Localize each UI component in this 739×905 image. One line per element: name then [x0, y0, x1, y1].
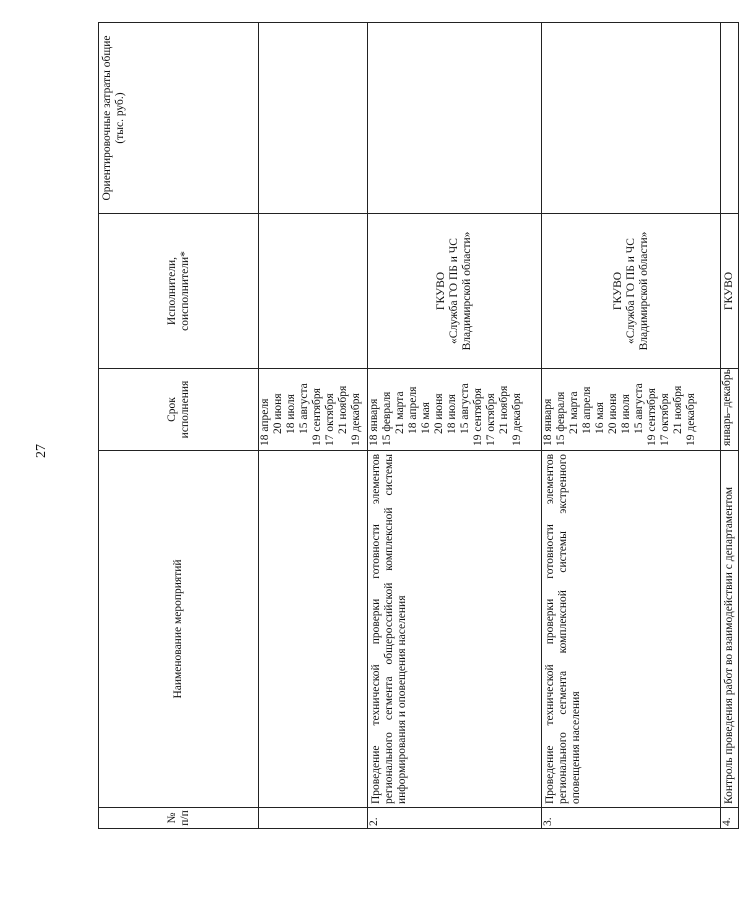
row-dates: 18 января 15 февраля 21 марта 18 апреля 16 мая 20 июня 18 июля 15 августа 19 сентября 17 октября 21 ноября 19 декабря: [542, 369, 721, 451]
row-event: [259, 451, 368, 808]
rotated-page-content: [98, 23, 735, 829]
page-number: 27: [34, 444, 49, 458]
row-num: 4.: [721, 808, 739, 829]
header-costs: Ориентировочные затраты общие (тыс. руб.): [99, 23, 259, 214]
row-costs: [259, 23, 368, 214]
row-costs: [721, 23, 739, 214]
row-executors: ГКУВО: [721, 214, 739, 369]
header-executors: Исполнители, соисполнители*: [99, 214, 259, 369]
row-num: 2.: [368, 808, 542, 829]
row-dates: январь–декабрь: [721, 369, 739, 451]
row-executors: [259, 214, 368, 369]
row-num: [259, 808, 368, 829]
header-num: № п/п: [99, 808, 259, 829]
row-executors: ГКУВО «Служба ГО ПБ и ЧС Владимирской области»: [368, 214, 542, 369]
row-event: Проведение технической проверки готовности элементов регионального сегмента комплексной системы экстренного оповещения населения: [542, 451, 721, 808]
header-event: Наименование мероприятий: [99, 451, 259, 808]
table-row: [259, 23, 368, 829]
row-num: 3.: [542, 808, 721, 829]
row-costs: [368, 23, 542, 214]
row-event: Контроль проведения работ во взаимодействии с департаментом: [721, 451, 739, 808]
table-row: [542, 23, 721, 829]
row-dates: 18 января 15 февраля 21 марта 18 апреля 16 мая 20 июня 18 июля 15 августа 19 сентября 17 октября 21 ноября 19 декабря: [368, 369, 542, 451]
header-deadline: Срок исполнения: [99, 369, 259, 451]
table-header-row: [99, 23, 259, 829]
events-table: [98, 22, 739, 829]
row-executors: ГКУВО «Служба ГО ПБ и ЧС Владимирской области»: [542, 214, 721, 369]
row-event: Проведение технической проверки готовности элементов регионального сегмента общероссийской комплексной системы информирования и оповещения населения: [368, 451, 542, 808]
table-row: [721, 23, 739, 829]
row-dates: 18 апреля 20 июня 18 июля 15 августа 19 сентября 17 октября 21 ноября 19 декабря: [259, 369, 368, 451]
row-costs: [542, 23, 721, 214]
table-row: [368, 23, 542, 829]
